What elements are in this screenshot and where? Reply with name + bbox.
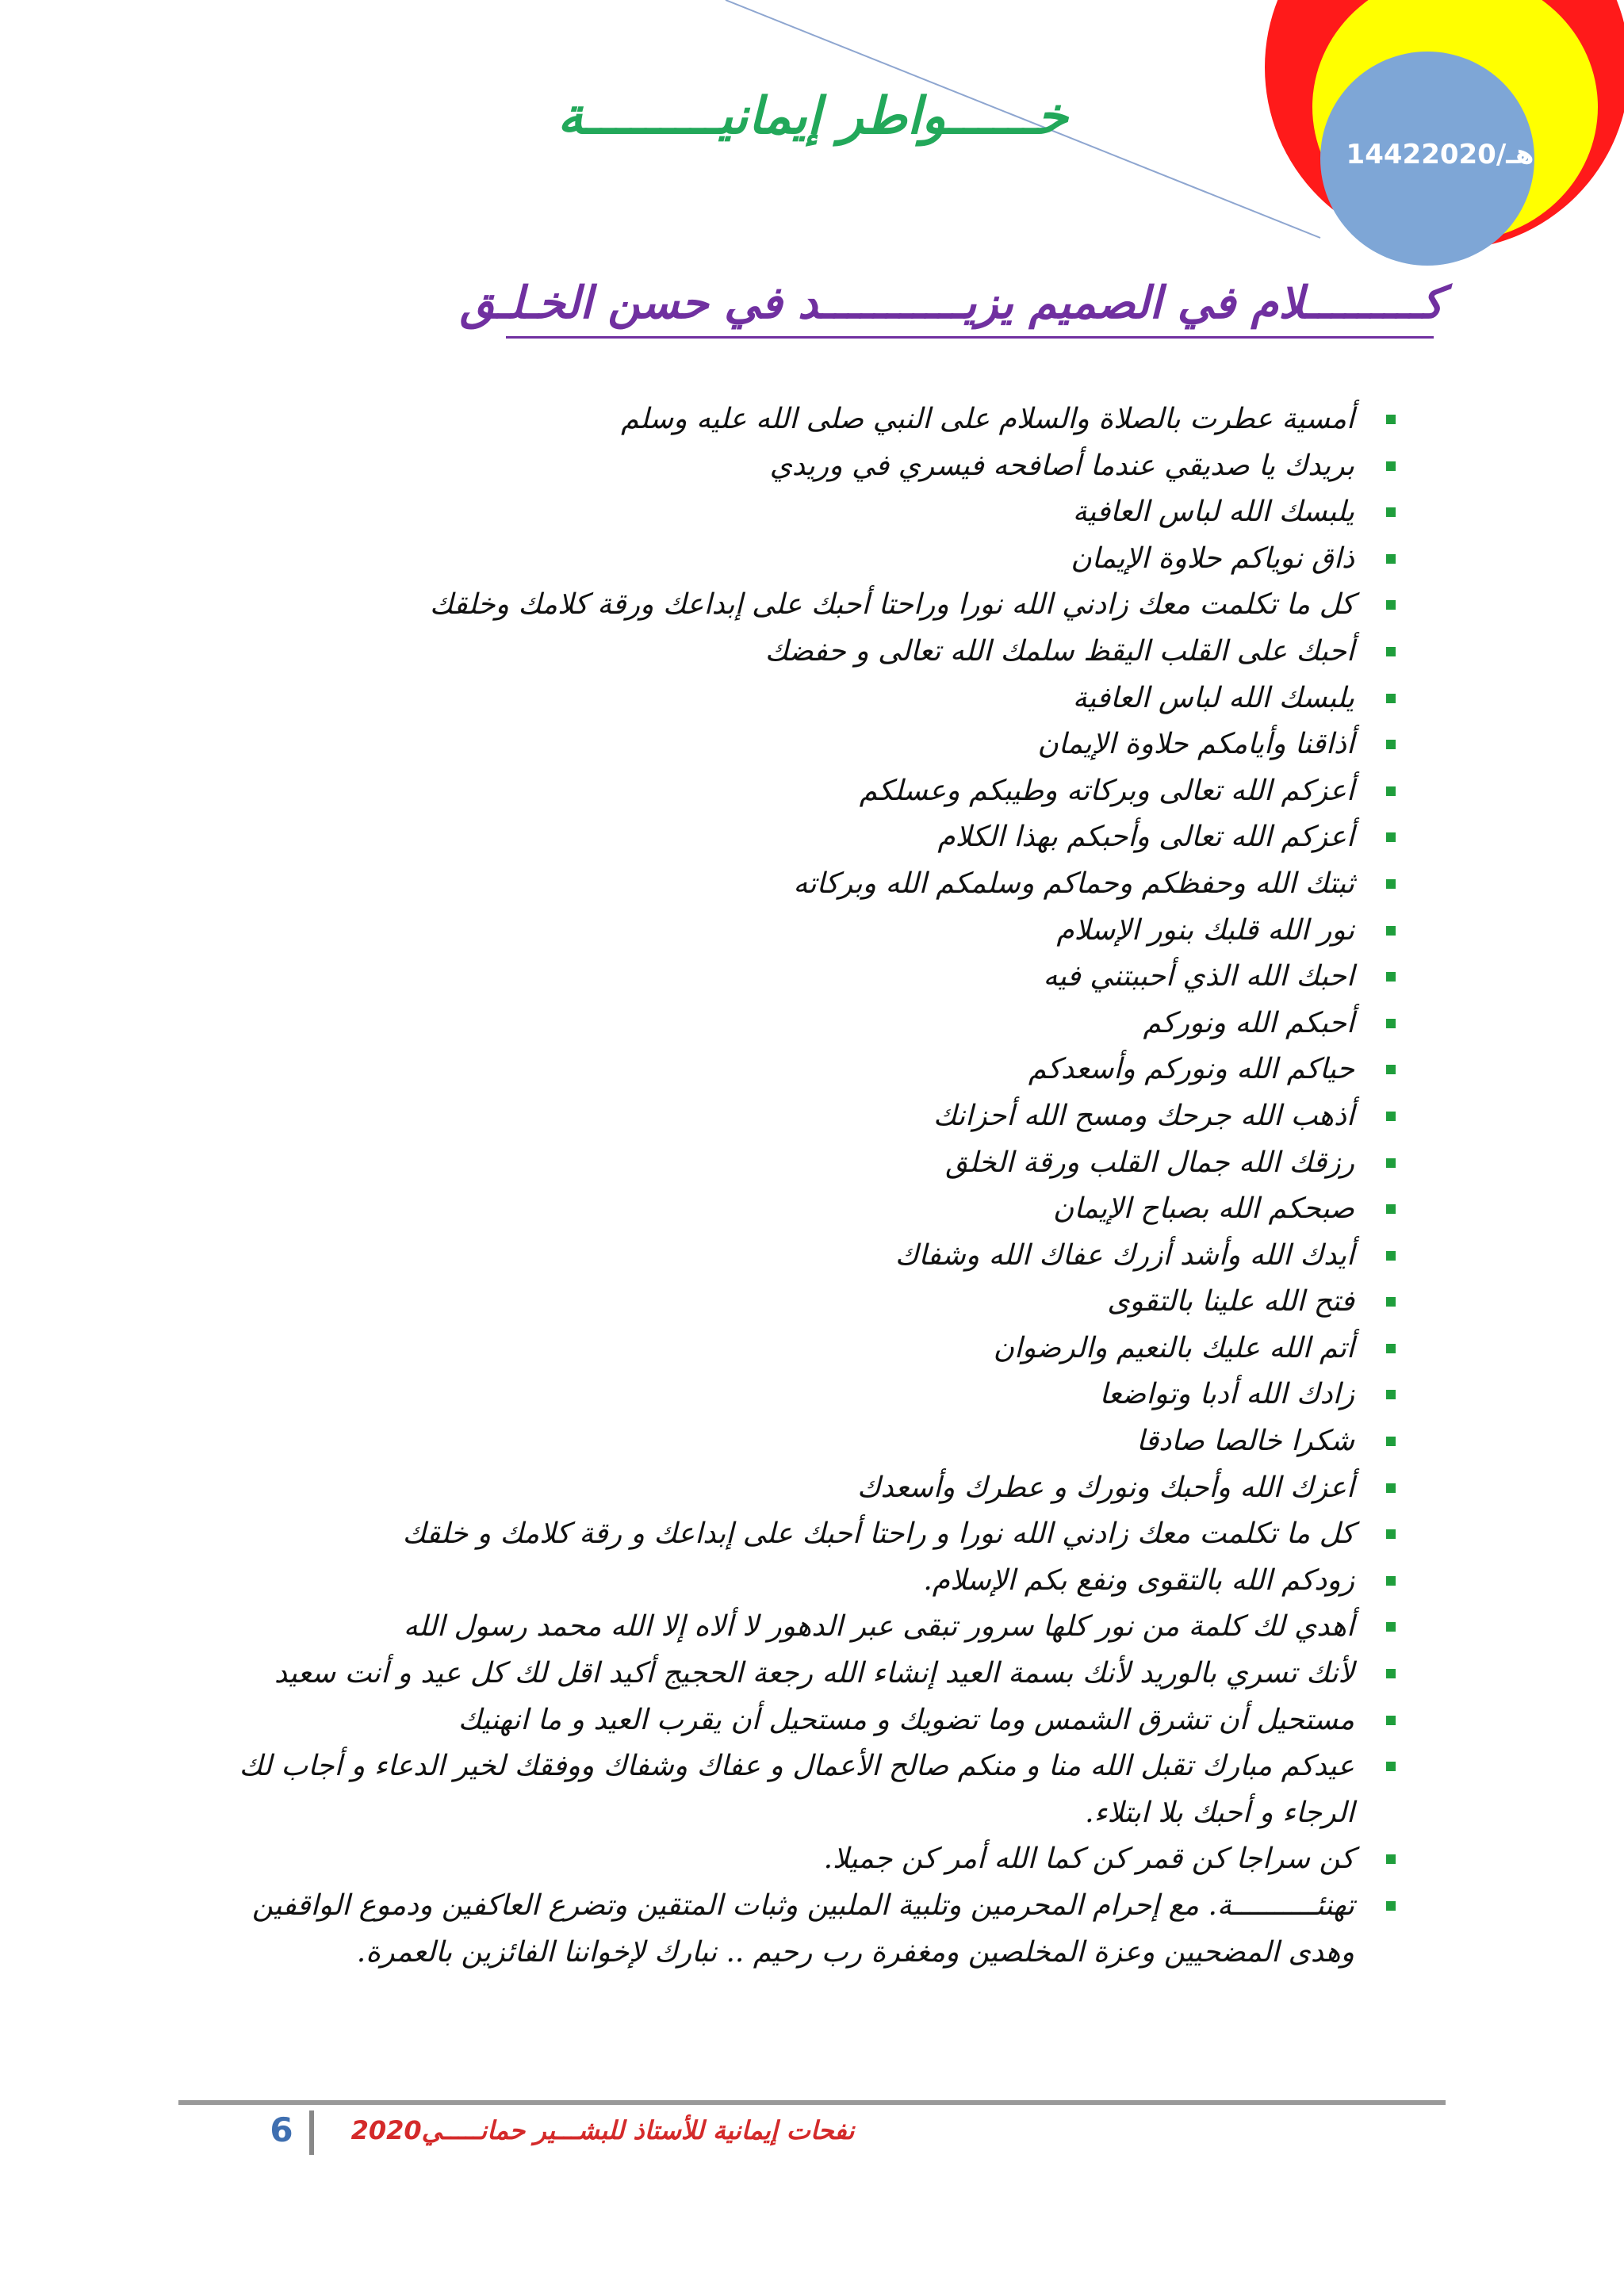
list-item (190, 1093, 1396, 1140)
list-item (190, 675, 1396, 722)
list-item (190, 443, 1396, 490)
list-item-text: كل ما تكلمت معك زادني الله نورا وراحتا أحبك على إبداعك ورقة كلامك وخلقك (429, 588, 1354, 622)
square-bullet-icon (1386, 1669, 1396, 1678)
list-item-text: لأنك تسري بالوريد لأنك بسمة العيد إنشاء الله رجعة الحجيج أكيد اقل لك كل عيد و أنت سعيد (274, 1657, 1354, 1690)
footer-rule (178, 2100, 1446, 2105)
list-item-text: أذهب الله جرحك ومسح الله أحزانك (933, 1099, 1354, 1132)
list-item-text: أحبكم الله ونوركم (1143, 1006, 1354, 1039)
square-bullet-icon (1386, 647, 1396, 656)
list-item-text: حياكم الله ونوركم وأسعدكم (1028, 1053, 1354, 1086)
square-bullet-icon (1386, 1854, 1396, 1864)
list-item (190, 1836, 1396, 1883)
square-bullet-icon (1386, 1112, 1396, 1121)
square-bullet-icon (1386, 415, 1396, 424)
list-item-text: رزقك الله جمال القلب ورقة الخلق (945, 1146, 1354, 1179)
square-bullet-icon (1386, 740, 1396, 749)
year-badge: 1442هـ/2020 (1346, 139, 1534, 170)
square-bullet-icon (1386, 1158, 1396, 1168)
list-item (190, 1511, 1396, 1558)
list-item-text: كل ما تكلمت معك زادني الله نورا و راحتا أحبك على إبداعك و رقة كلامك و خلقك (402, 1517, 1354, 1551)
list-item (190, 536, 1396, 583)
list-item-text: ذاق نوياكم حلاوة الإيمان (1071, 541, 1354, 575)
list-item (190, 1233, 1396, 1280)
square-bullet-icon (1386, 1622, 1396, 1632)
list-item (190, 721, 1396, 768)
header-title: خــــــواطر إيمانيـــــــــة (557, 87, 1068, 146)
list-item (190, 814, 1396, 861)
square-bullet-icon (1386, 554, 1396, 564)
square-bullet-icon (1386, 1297, 1396, 1307)
square-bullet-icon (1386, 1762, 1396, 1771)
square-bullet-icon (1386, 972, 1396, 982)
list-item-text: فتح الله علينا بالتقوى (1107, 1285, 1354, 1318)
list-item (190, 1743, 1396, 1836)
list-item-text: أحبك على القلب اليقظ سلمك الله تعالى و حفضك (764, 634, 1354, 668)
list-item-text: أمسية عطرت بالصلاة والسلام على النبي صلى الله عليه وسلم (621, 403, 1354, 435)
list-item (190, 954, 1396, 1001)
square-bullet-icon (1386, 1344, 1396, 1353)
list-item (190, 861, 1396, 908)
square-bullet-icon (1386, 1437, 1396, 1446)
square-bullet-icon (1386, 600, 1396, 610)
list-item-text: عيدكم مبارك تقبل الله منا و منكم صالح الأعمال و عفاك وشفاك ووفقك لخير الدعاء و أجاب لك الرجاء و أحبك بلا ابتلاء. (239, 1750, 1354, 1829)
list-item-text: صبحكم الله بصباح الإيمان (1052, 1192, 1354, 1226)
page-subtitle: كـــــــــلام في الصميم يزيـــــــــــد في حسن الخـلـق (460, 277, 1443, 329)
square-bullet-icon (1386, 786, 1396, 796)
square-bullet-icon (1386, 1901, 1396, 1911)
list-item-text: نور الله قلبك بنور الإسلام (1056, 913, 1354, 947)
phrase-list (190, 396, 1396, 1976)
list-item-text: ثبتك الله وحفظكم وحماكم وسلمكم الله وبركاته (793, 867, 1354, 900)
page-number: 6 (270, 2110, 293, 2149)
list-item-text: احبك الله الذي أحببتني فيه (1043, 960, 1354, 993)
square-bullet-icon (1386, 1065, 1396, 1074)
square-bullet-icon (1386, 1390, 1396, 1399)
square-bullet-icon (1386, 507, 1396, 517)
list-item (190, 1047, 1396, 1093)
square-bullet-icon (1386, 832, 1396, 842)
list-item (190, 396, 1396, 443)
list-item-text: يلبسك الله لباس العافية (1072, 681, 1354, 714)
list-item (190, 1372, 1396, 1418)
footer-divider (309, 2110, 314, 2155)
list-item (190, 1883, 1396, 1976)
list-item (190, 629, 1396, 675)
list-item-text: زودكم الله بالتقوى ونفع بكم الإسلام. (923, 1563, 1354, 1597)
list-item-text: زادك الله أدبا وتواضعا (1099, 1378, 1354, 1411)
list-item (190, 1418, 1396, 1465)
square-bullet-icon (1386, 1251, 1396, 1261)
list-item-text: أعزكم الله تعالى وبركاته وطيبكم وعسلكم (859, 774, 1354, 807)
list-item-text: أذاقنا وأيامكم حلاوة الإيمان (1037, 728, 1354, 761)
subtitle-underline (506, 336, 1434, 339)
list-item (190, 1140, 1396, 1187)
footer-credit: نفحات إيمانية للأستاذ للبشـــير حمانـــــي2020 (350, 2115, 855, 2145)
square-bullet-icon (1386, 1576, 1396, 1586)
list-item-text: بريدك يا صديقي عندما أصافحه فيسري في وريدي (769, 449, 1354, 482)
list-item-text: أتم الله عليك بالنعيم والرضوان (993, 1331, 1354, 1364)
list-item (190, 582, 1396, 629)
list-item (190, 1279, 1396, 1326)
square-bullet-icon (1386, 1483, 1396, 1493)
list-item (190, 908, 1396, 955)
list-item-text: أيدك الله وأشد أزرك عفاك الله وشفاك (894, 1238, 1354, 1272)
square-bullet-icon (1386, 926, 1396, 936)
list-item-text: تهنئــــــــــة. مع إحرام المحرمين وتلبية الملبين وثبات المتقين وتضرع العاكفين ودموع الواقفين وهدى المضحيين وعزة المخلصين ومغفرة رب رحيم .. نبارك لإخواننا الفائزين بالعمرة. (251, 1889, 1354, 1969)
list-item (190, 1697, 1396, 1744)
square-bullet-icon (1386, 1019, 1396, 1028)
square-bullet-icon (1386, 461, 1396, 471)
list-item (190, 1558, 1396, 1605)
list-item (190, 489, 1396, 536)
square-bullet-icon (1386, 879, 1396, 889)
list-item-text: يلبسك الله لباس العافية (1072, 496, 1354, 529)
list-item (190, 1186, 1396, 1233)
square-bullet-icon (1386, 1716, 1396, 1725)
list-item (190, 1326, 1396, 1372)
square-bullet-icon (1386, 694, 1396, 703)
list-item (190, 1465, 1396, 1512)
list-item-text: أعزك الله وأحبك ونورك و عطرك وأسعدك (856, 1471, 1354, 1504)
list-item (190, 1604, 1396, 1651)
list-item-text: شكرا خالصا صادقا (1136, 1425, 1354, 1458)
square-bullet-icon (1386, 1529, 1396, 1539)
list-item-text: مستحيل أن تشرق الشمس وما تضويك و مستحيل أن يقرب العيد و ما انهنيك (458, 1703, 1354, 1736)
square-bullet-icon (1386, 1204, 1396, 1214)
list-item-text: كن سراجا كن قمر كن كما الله أمر كن جميلا. (823, 1843, 1354, 1876)
list-item (190, 1001, 1396, 1047)
list-item (190, 768, 1396, 815)
list-item-text: أهدي لك كلمة من نور كلها سرور تبقى عبر الدهور لا ألاه إلا الله محمد رسول الله (403, 1610, 1354, 1644)
list-item (190, 1651, 1396, 1697)
list-item-text: أعزكم الله تعالى وأحبكم بهذا الكلام (937, 821, 1354, 854)
